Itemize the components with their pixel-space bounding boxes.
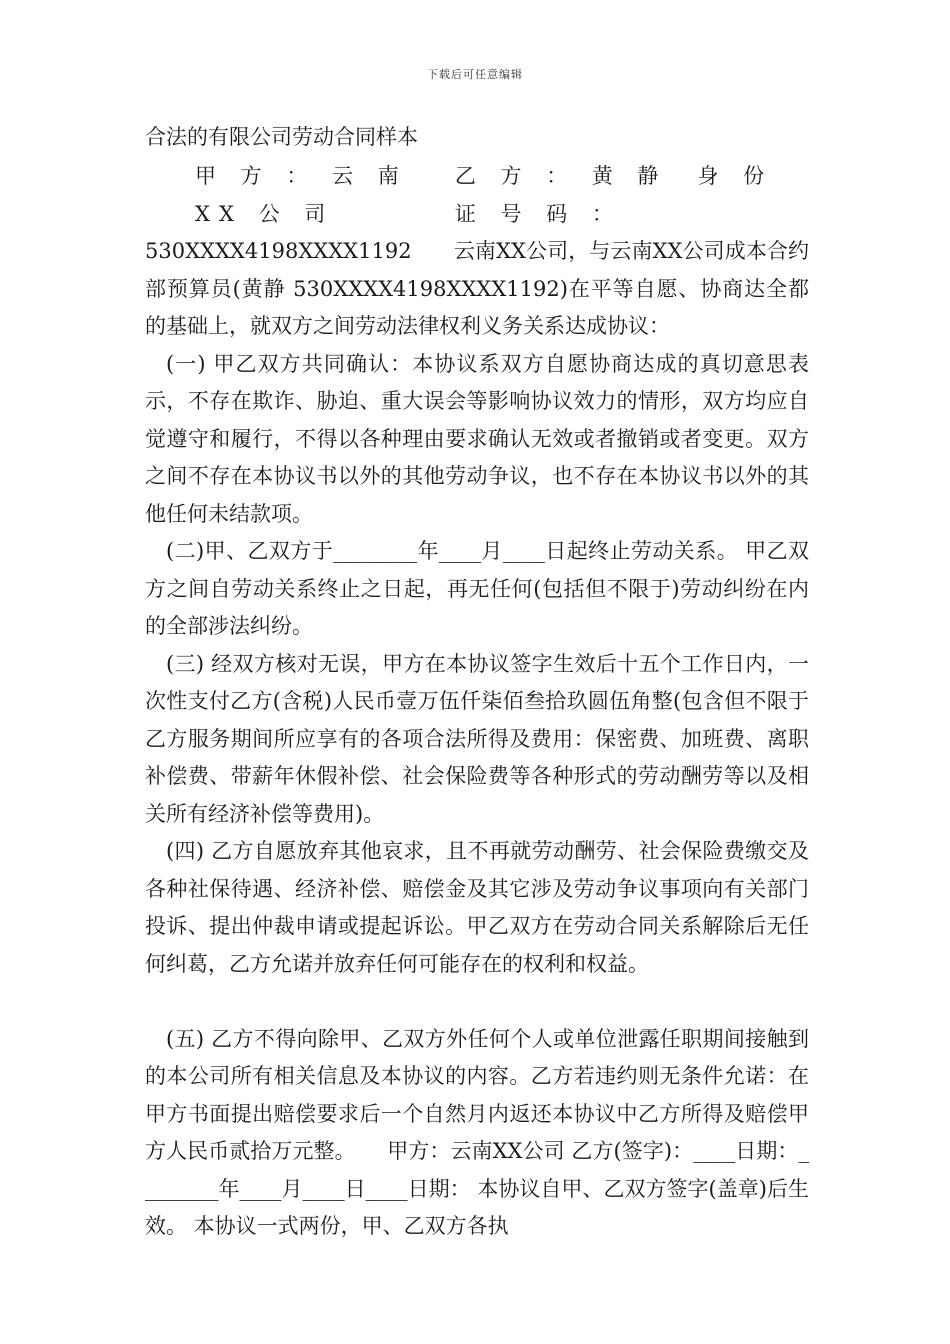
- party-a: 甲 方 ： 云 南 XX 公 司: [195, 164, 408, 226]
- clause-5: (五) 乙方不得向除甲、乙双方外任何个人或单位泄露任职期间接触到的本公司所有相关信息及本协议的内容。乙方若违约则无条件允诺：在甲方书面提出赔偿要求后一个自然月内返还本协议中乙方所得及赔偿甲方人民币贰拾万元整。 甲方：云南XX公司 乙方(签字)：____日期：________年____月____日____日期： 本协议自甲、乙双方签字(盖章)后生效。 本协议一式两份，甲、乙双方各执: [145, 1026, 809, 1238]
- party-b: 乙 方 ： 黄 静 身 份 证 号 码 ：: [454, 164, 774, 226]
- document-body: [145, 116, 809, 1246]
- header-note: 下载后可任意编辑: [427, 68, 523, 81]
- clause-2: (二)甲、乙双方于________年____月____日起终止劳动关系。 甲乙双方之间自劳动关系终止之日起，再无任何(包括但不限于)劳动纠纷在内的全部涉法纠纷。: [145, 539, 809, 638]
- clause-1: (一) 甲乙双方共同确认：本协议系双方自愿协商达成的真切意思表示，不存在欺诈、胁迫、重大误会等影响协议效力的情形，双方均应自觉遵守和履行，不得以各种理由要求确认无效或者撤销或者变更。双方之间不存在本协议书以外的其他劳动争议，也不存在本协议书以外的其他任何未结款项。: [145, 351, 809, 526]
- document-title: 合法的有限公司劳动合同样本: [145, 125, 418, 149]
- clause-4: (四) 乙方自愿放弃其他哀求，且不再就劳动酬劳、社会保险费缴交及各种社保待遇、经济补偿、赔偿金及其它涉及劳动争议事项向有关部门投诉、提出仲裁申请或提起诉讼。甲乙双方在劳动合同关系解除后无任何纠葛，乙方允诺并放弃任何可能存在的权利和权益。: [145, 839, 809, 976]
- clause-3: (三) 经双方核对无误，甲方在本协议签字生效后十五个工作日内，一次性支付乙方(含税)人民币壹万伍仟柒佰叁拾玖圆伍角整(包含但不限于乙方服务期间所应享有的各项合法所得及费用：保密费、加班费、离职补偿费、带薪年休假补偿、社会保险费等各种形式的劳动酬劳等以及相关所有经济补偿等费用)。: [145, 651, 809, 826]
- intro-paragraph: 530XXXX4198XXXX1192 云南XX公司，与云南XX公司成本合约部预算员(黄静 530XXXX4198XXXX1192)在平等自愿、协商达全都的基础上，就双方之间劳动法律权利义务关系达成协议：: [145, 239, 809, 338]
- parties-line: [145, 158, 809, 233]
- paragraph-gap: [145, 983, 809, 1021]
